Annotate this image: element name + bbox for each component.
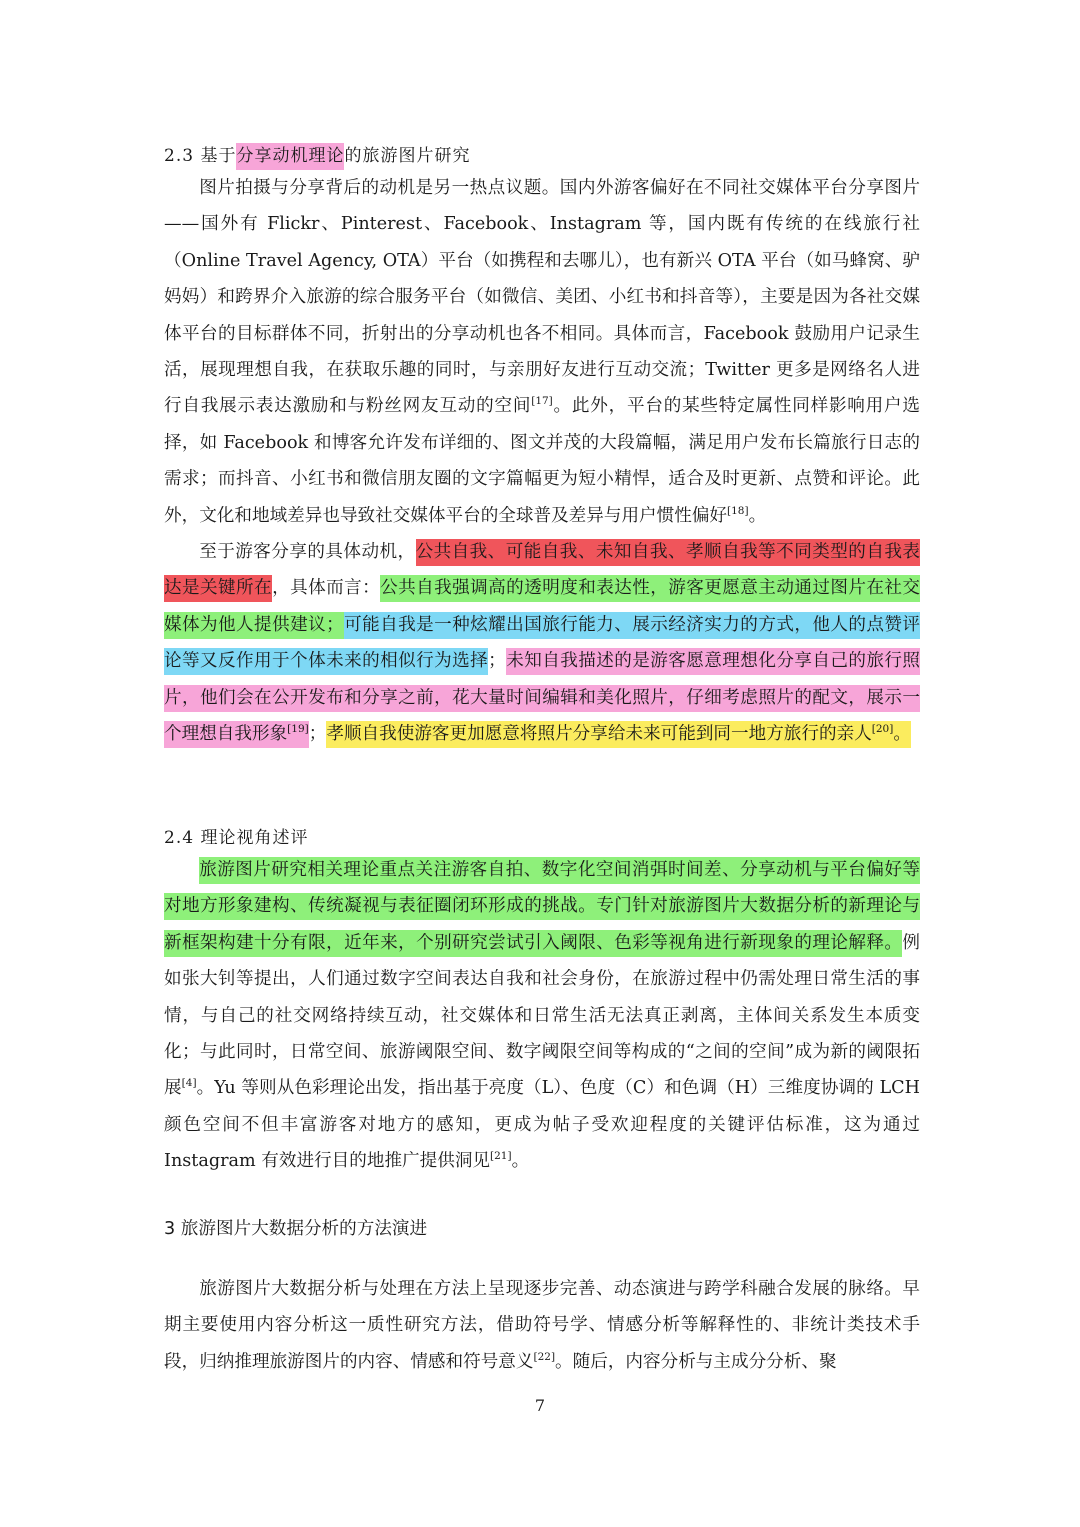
paragraph-text: ，具体而言： [272, 578, 381, 599]
highlight-yellow-text: 孝顺自我使游客更加愿意将照片分享给未来可能到同一地方旅行的亲人 [326, 724, 872, 745]
citation: [4] [181, 1077, 197, 1090]
section-2-3-paragraph-1 [164, 170, 920, 534]
section-3-paragraph-1 [164, 1271, 920, 1380]
paragraph-text: 。 [748, 505, 767, 526]
citation: [21] [490, 1150, 512, 1163]
separator: ； [488, 651, 506, 672]
section-heading-3: 3 旅游图片大数据分析的方法演进 [164, 1219, 428, 1239]
section-2-3-paragraph-2 [164, 534, 920, 752]
heading-highlight: 分享动机理论 [236, 143, 344, 170]
highlight-blue: 可能自我是一种炫耀出国旅行能力、展示经济实力的方式，他人的点赞评论等又反作用于个体未来的相似行为选择 [164, 612, 920, 675]
paragraph-text: 至于游客分享的具体动机， [199, 542, 416, 562]
citation: [19] [287, 723, 309, 736]
highlight-yellow [326, 721, 911, 748]
section-heading-2-3 [164, 141, 920, 166]
paragraph-text: 图片拍摄与分享背后的动机是另一热点议题。国内外游客偏好在不同社交媒体平台分享图片——国外有 Flickr、Pinterest、Facebook、Instagram 等，国内既有传统的在线旅行社（Online Travel Agency, OTA）平台（如携程和去哪儿），也有新兴 OTA 平台（如马蜂窝、驴妈妈）和跨界介入旅游的综合服务平台（如微信、美团、小红书和抖音等），主要是因为各社交媒体平台的目标群体不同，折射出的分享动机也各不相同。具体而言，Facebook 鼓励用户记录生活，展现理想自我，在获取乐趣的同时，与亲朋好友进行互动交流；Twitter 更多是网络名人进行自我展示表达激励和与粉丝网友互动的空间 [164, 178, 920, 417]
heading-prefix: 2.3 基于 [164, 146, 237, 166]
section-heading-2-4: 2.4 理论视角述评 [164, 828, 309, 848]
highlight-green: 旅游图片研究相关理论重点关注游客自拍、数字化空间消弭时间差、分享动机与平台偏好等对地方形象建构、传统凝视与表征圈闭环形成的挑战。专门针对旅游图片大数据分析的新理论与新框架构建十分有限，近年来，个别研究尝试引入阈限、色彩等视角进行新现象的理论解释。 [164, 857, 920, 957]
page-number: 7 [534, 1396, 546, 1415]
highlight-yellow-end: 。 [893, 724, 911, 745]
paragraph-text: 。此外，平台的某些特定属性同样影响用户选择，如 Facebook 和博客允许发布详细的、图文并茂的大段篇幅，满足用户发布长篇旅行日志的需求；而抖音、小红书和微信朋友圈的文字篇幅更为短小精悍，适合及时更新、点赞和评论。此外，文化和地域差异也导致社交媒体平台的全球普及差异与用户惯性偏好 [164, 396, 920, 526]
paragraph-text: 。 [511, 1151, 530, 1172]
citation: [18] [727, 504, 749, 517]
paragraph-text: 例如张大钊等提出，人们通过数字空间表达自我和社会身份，在旅游过程中仍需处理日常生活的事情，与自己的社交网络持续互动，社交媒体和日常生活无法真正剥离，主体间关系发生本质变化；与此同时，日常空间、旅游阈限空间、数字阈限空间等构成的“之间的空间”成为新的阈限拓展 [164, 932, 920, 1099]
citation: [20] [871, 723, 894, 736]
separator: ； [308, 724, 327, 745]
citation: [22] [533, 1350, 556, 1363]
citation: [17] [531, 395, 553, 408]
paragraph-text: 旅游图片大数据分析与处理在方法上呈现逐步完善、动态演进与跨学科融合发展的脉络。早期主要使用内容分析这一质性研究方法，借助符号学、情感分析等解释性的、非统计类技术手段，归纳推理旅游图片的内容、情感和符号意义 [164, 1279, 920, 1372]
highlight-green: 公共自我强调高的透明度和表达性，游客更愿意主动通过图片在社交媒体为他人提供建议； [164, 575, 920, 638]
paragraph-text: 。随后，内容分析与主成分分析、聚 [555, 1351, 837, 1372]
highlight-red: 公共自我、可能自我、未知自我、孝顺自我等不同类型的自我表达是关键所在 [164, 539, 920, 602]
heading-suffix: 的旅游图片研究 [344, 146, 471, 166]
section-2-4-paragraph-1 [164, 852, 920, 1180]
paragraph-text: 。Yu 等则从色彩理论出发，指出基于亮度（L）、色度（C）和色调（H）三维度协调的 LCH 颜色空间不但丰富游客对地方的感知，更成为帖子受欢迎程度的关键评估标准，这为通过 Instagram 有效进行目的地推广提供洞见 [164, 1078, 920, 1172]
highlight-pink-text: 未知自我描述的是游客愿意理想化分享自己的旅行照片，他们会在公开发布和分享之前，花大量时间编辑和美化照片，仔细考虑照片的配文，展示一个理想自我形象 [164, 651, 920, 745]
